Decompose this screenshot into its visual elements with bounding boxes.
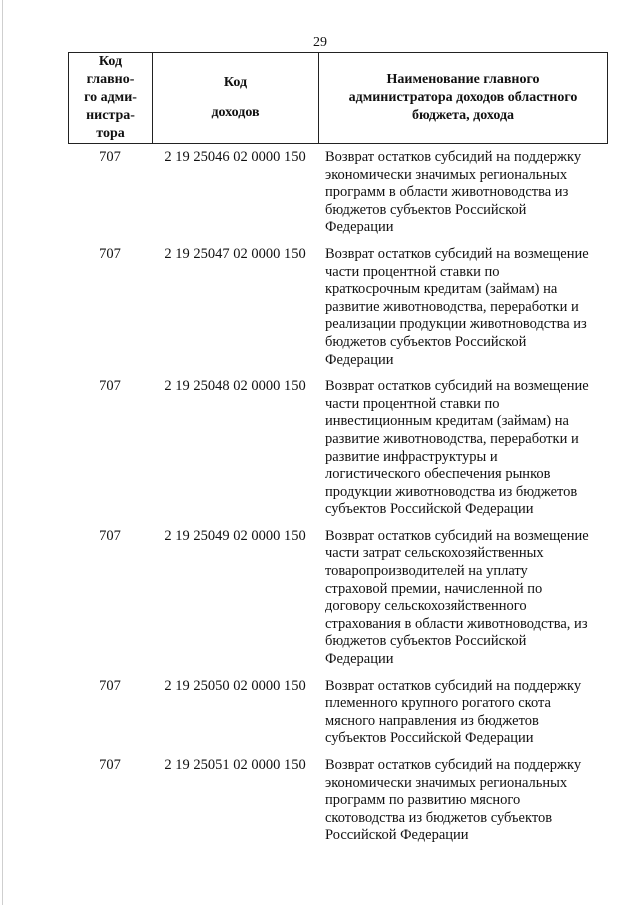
header-admin-code-text: Код главно- го адми- нистра- тора — [84, 54, 137, 141]
income-code-cell: 2 19 25051 02 0000 150 — [164, 757, 306, 773]
income-code-cell: 2 19 25050 02 0000 150 — [164, 677, 306, 694]
income-name-cell: Возврат остатков субсидий на поддержку экономически значимых региональных программ в области животноводства из бюджетов субъектов Российской Федерации — [325, 149, 582, 236]
header-income-code-line1: Код — [223, 75, 248, 90]
income-name-cell: Возврат остатков субсидий на поддержку экономически значимых региональных программ по развитию мясного скотоводства из бюджетов субъектов Российской Федерации — [325, 757, 582, 844]
income-name-cell: Возврат остатков субсидий на возмещение части процентной ставки по инвестиционным кредитам (займам) на развитие животноводства, переработки и развитие инфраструктуры и логистического обеспечения рынков продукции животноводства из бюджетов субъектов Российской Федерации — [325, 378, 589, 518]
header-name — [319, 53, 607, 143]
income-code-cell: 2 19 25046 02 0000 150 — [164, 149, 306, 165]
header-income-code-line2: доходов — [211, 105, 260, 120]
income-code-cell: 2 19 25048 02 0000 150 — [164, 378, 306, 395]
table-body — [68, 149, 608, 854]
page-number: 29 — [313, 35, 327, 50]
income-name-cell: Возврат остатков субсидий на поддержку племенного крупного рогатого скота мясного направления из бюджетов субъектов Российской Федерации — [325, 677, 582, 747]
table-row — [68, 678, 608, 748]
table-row — [68, 378, 608, 519]
admin-code-cell: 707 — [99, 378, 121, 395]
scan-edge-line — [2, 0, 3, 905]
header-name-text: Наименование главного администратора доходов областного бюджета, дохода — [348, 72, 578, 123]
admin-code-cell: 707 — [99, 527, 121, 544]
table-row — [68, 528, 608, 669]
income-code-cell: 2 19 25049 02 0000 150 — [164, 527, 306, 544]
table-row — [68, 149, 608, 237]
table-row — [68, 757, 608, 845]
admin-code-cell: 707 — [99, 677, 121, 694]
income-name-cell: Возврат остатков субсидий на возмещение части процентной ставки по краткосрочным кредитам (займам) на развитие животноводства, переработки и реализации продукции животноводства из бюджетов субъектов Российской Федерации — [325, 245, 589, 368]
admin-code-cell: 707 — [99, 757, 121, 773]
header-admin-code — [69, 53, 153, 143]
header-income-code — [153, 53, 319, 143]
admin-code-cell: 707 — [99, 149, 121, 165]
table-row — [68, 246, 608, 369]
income-code-cell: 2 19 25047 02 0000 150 — [164, 245, 306, 262]
admin-code-cell: 707 — [99, 245, 121, 262]
income-name-cell: Возврат остатков субсидий на возмещение части затрат сельскохозяйственных товаропроизводителей на уплату страховой премии, начисленной по договору сельскохозяйственного страхования в области животноводства, из бюджетов субъектов Российской Федерации — [325, 527, 589, 668]
table-header — [68, 52, 608, 144]
